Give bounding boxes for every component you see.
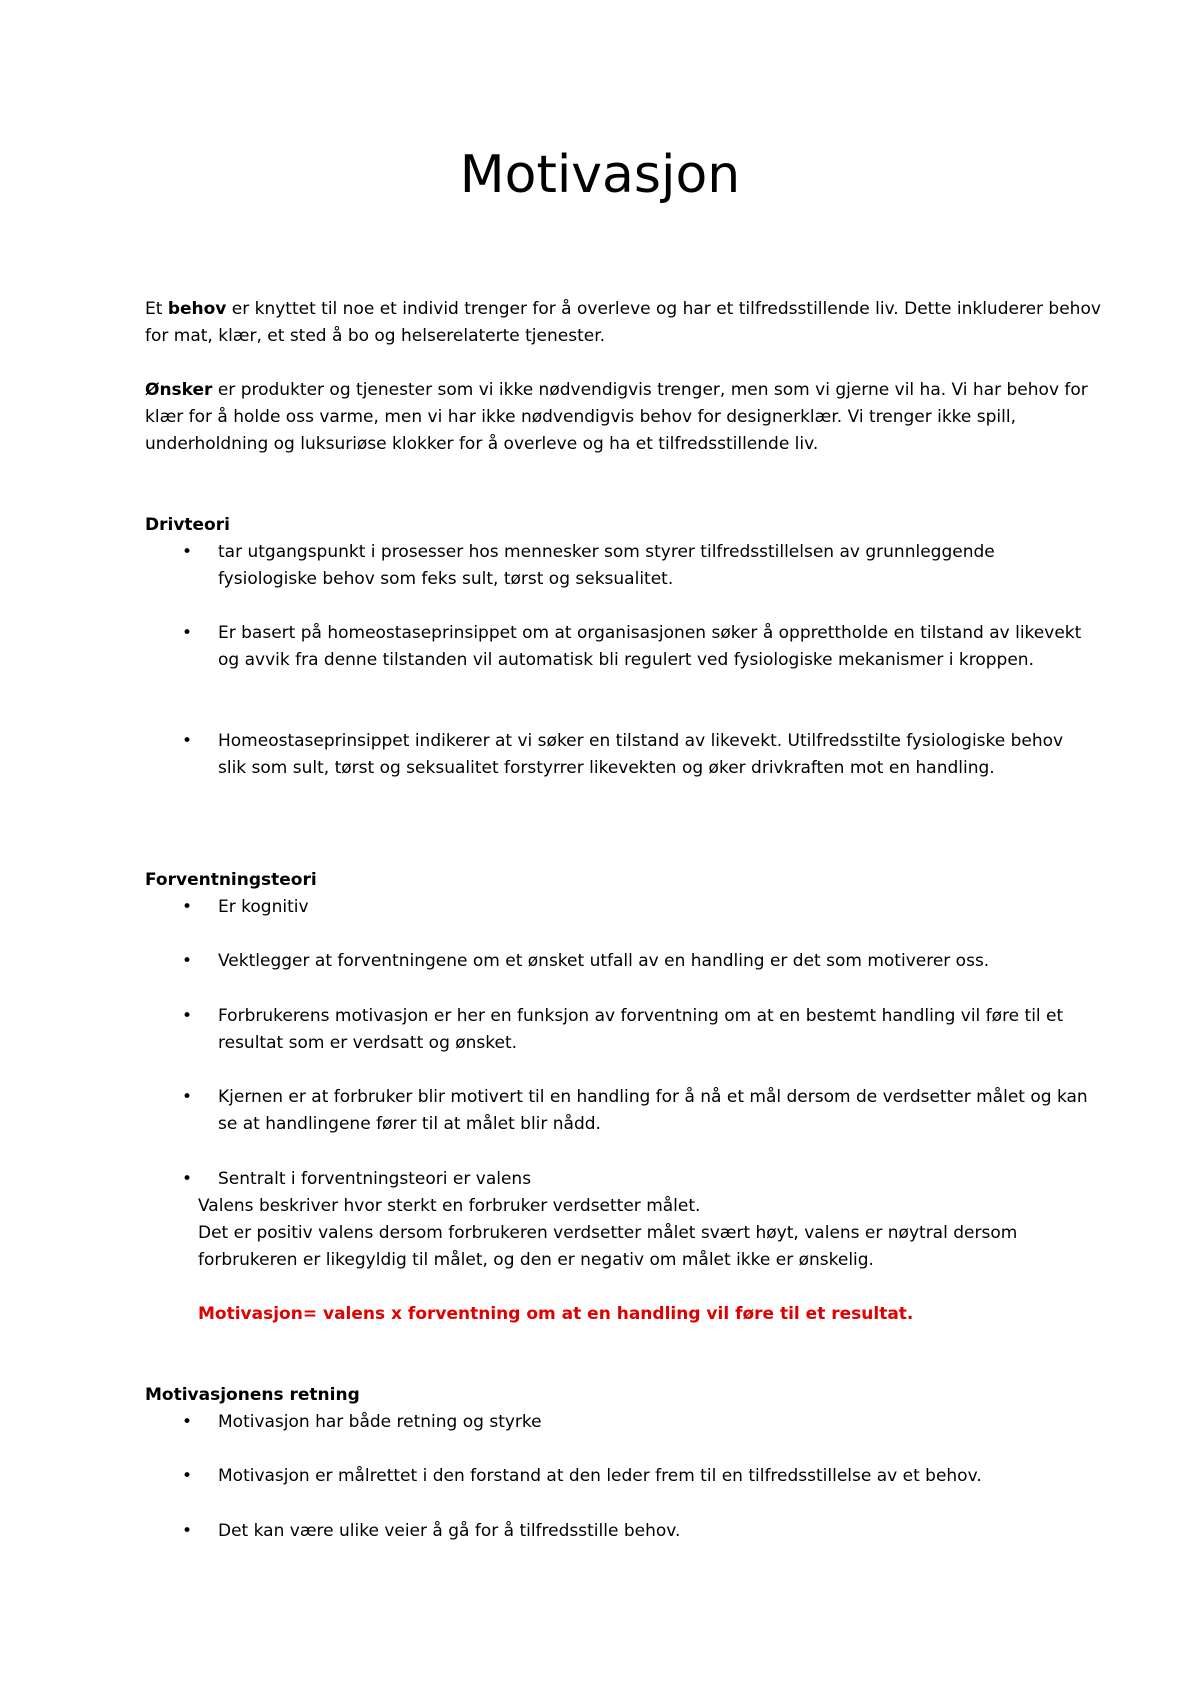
bullet-icon: • bbox=[182, 542, 193, 562]
onsker-term: Ønsker bbox=[145, 380, 213, 400]
list-item: Motivasjon har både retning og styrke bbox=[218, 1412, 542, 1432]
list-item: Homeostaseprinsippet indikerer at vi søker en tilstand av likevekt. Utilfredsstilte fysiologiske behov slik som sult, tørst og seksualitet forstyrrer likevekten og øker drivkraften mot en handling. bbox=[218, 731, 1064, 778]
page-title: Motivasjon bbox=[459, 145, 741, 205]
behov-prefix: Et bbox=[145, 299, 168, 319]
section-heading-forventningsteori: Forventningsteori bbox=[145, 870, 317, 890]
motivation-formula: Motivasjon= valens x forventning om at en handling vil føre til et resultat. bbox=[198, 1304, 914, 1324]
intro-onsker-paragraph bbox=[145, 377, 1105, 458]
behov-definition: er knyttet til noe et individ trenger for å overleve og har et tilfredsstillende liv. Dette inkluderer behov for mat, klær, et sted å bo og helserelaterte tjenester. bbox=[145, 299, 1101, 346]
bullet-icon: • bbox=[182, 1169, 193, 1189]
list-item: Kjernen er at forbruker blir motivert til en handling for å nå et mål dersom de verdsetter målet og kan se at handlingene fører til at målet blir nådd. bbox=[218, 1087, 1088, 1134]
section-heading-drivteori: Drivteori bbox=[145, 515, 230, 535]
section-heading-retning: Motivasjonens retning bbox=[145, 1385, 360, 1405]
bullet-icon: • bbox=[182, 1466, 193, 1486]
bullet-icon: • bbox=[182, 623, 193, 643]
valens-explanation: Det er positiv valens dersom forbrukeren verdsetter målet svært høyt, valens er nøytral dersom forbrukeren er likegyldig til målet, og den er negativ om målet ikke er ønskelig. bbox=[198, 1223, 1018, 1270]
bullet-icon: • bbox=[182, 951, 193, 971]
onsker-definition: er produkter og tjenester som vi ikke nødvendigvis trenger, men som vi gjerne vil ha. Vi har behov for klær for å holde oss varme, men vi har ikke nødvendigvis behov for designerklær. Vi trenger ikke spill, underholdning og luksuriøse klokker for å overleve og ha et tilfredsstillende liv. bbox=[145, 380, 1088, 454]
list-item: Vektlegger at forventningene om et ønsket utfall av en handling er det som motiverer oss. bbox=[218, 951, 990, 971]
bullet-icon: • bbox=[182, 1521, 193, 1541]
list-item: Er kognitiv bbox=[218, 897, 309, 917]
bullet-icon: • bbox=[182, 731, 193, 751]
bullet-icon: • bbox=[182, 897, 193, 917]
list-item: tar utgangspunkt i prosesser hos mennesker som styrer tilfredsstillelsen av grunnleggende fysiologiske behov som feks sult, tørst og seksualitet. bbox=[218, 542, 995, 589]
list-item: Sentralt i forventningsteori er valens bbox=[218, 1169, 532, 1189]
list-item: Forbrukerens motivasjon er her en funksjon av forventning om at en bestemt handling vil føre til et resultat som er verdsatt og ønsket. bbox=[218, 1006, 1064, 1053]
intro-behov-paragraph bbox=[145, 296, 1105, 350]
bullet-icon: • bbox=[182, 1006, 193, 1026]
list-item: Det kan være ulike veier å gå for å tilfredsstille behov. bbox=[218, 1521, 681, 1541]
bullet-icon: • bbox=[182, 1412, 193, 1432]
list-item: Motivasjon er målrettet i den forstand at den leder frem til en tilfredsstillelse av et behov. bbox=[218, 1466, 982, 1486]
list-item: Er basert på homeostaseprinsippet om at organisasjonen søker å opprettholde en tilstand av likevekt og avvik fra denne tilstanden vil automatisk bli regulert ved fysiologiske mekanismer i kroppen. bbox=[218, 623, 1082, 670]
bullet-icon: • bbox=[182, 1087, 193, 1107]
behov-term: behov bbox=[167, 299, 227, 319]
valens-description: Valens beskriver hvor sterkt en forbruker verdsetter målet. bbox=[198, 1196, 701, 1216]
